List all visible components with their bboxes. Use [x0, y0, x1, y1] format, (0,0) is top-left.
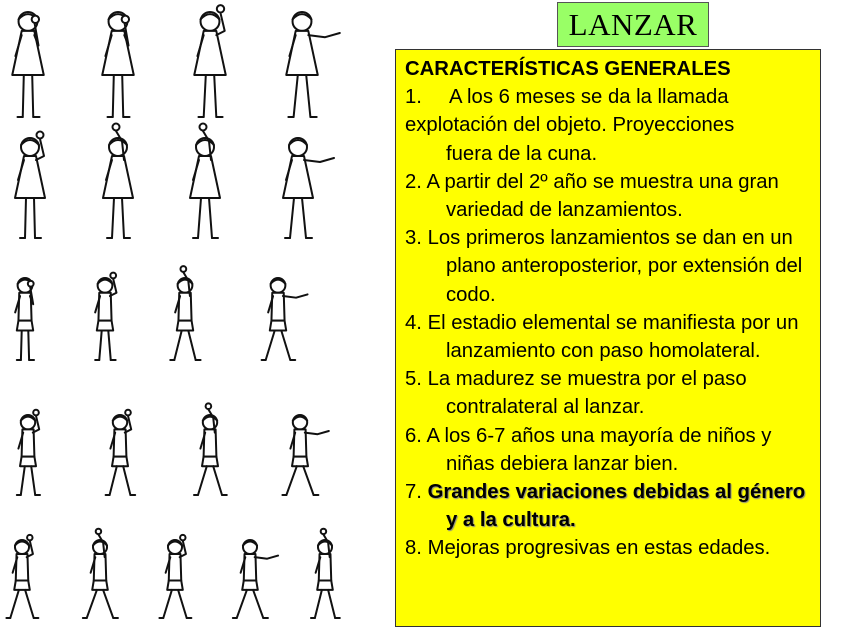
item-1-line-1: A los 6 meses se da la llamada [449, 86, 729, 109]
child-figure [311, 529, 340, 618]
item-number: 4. [405, 311, 422, 334]
figures-svg [0, 0, 380, 636]
item-number: 1. [405, 86, 422, 109]
child-figure [95, 273, 116, 360]
item-1-line-2: explotación del objeto. Proyecciones [405, 114, 735, 137]
list-item-4 [405, 309, 812, 365]
item-number: 3. [405, 227, 422, 250]
item-text: Grandes variaciones debidas al género y a la cultura. [427, 481, 806, 532]
item-number: 8. [405, 537, 422, 560]
list-item-7 [405, 478, 812, 534]
child-figure [282, 415, 328, 495]
item-number: 2. [405, 170, 422, 193]
slide-title: LANZAR [557, 2, 709, 47]
child-figure [83, 529, 118, 618]
item-text: A partir del 2º año se muestra una gran variedad de lanzamientos. [426, 170, 779, 222]
child-figure [233, 540, 278, 618]
item-number: 7. [405, 481, 422, 504]
child-figure [17, 410, 40, 495]
item-1-line-3: fuera de la cuna. [446, 142, 598, 165]
child-figure [12, 12, 44, 117]
item-number: 6. [405, 424, 422, 447]
list-item-6 [405, 422, 812, 478]
item-text: A los 6-7 años una mayoría de niños y niñas debiera lanzar bien. [426, 424, 772, 475]
list-item-3 [405, 224, 812, 309]
child-figure [102, 12, 134, 117]
item-text: Los primeros lanzamientos se dan en un plano anteroposterior, por extensión del codo. [427, 227, 803, 306]
child-figure [106, 410, 136, 495]
child-figure [194, 5, 226, 117]
panel-heading: CARACTERÍSTICAS GENERALES [405, 58, 731, 80]
child-figure [170, 266, 200, 360]
child-figure [103, 124, 133, 239]
characteristics-panel [395, 49, 821, 627]
child-figure [15, 132, 45, 239]
child-figure [190, 124, 220, 239]
child-figure [194, 403, 227, 495]
child-figure [283, 138, 334, 238]
child-figure [262, 278, 308, 360]
item-text: Mejoras progresivas en estas edades. [427, 537, 771, 560]
child-figure [6, 535, 38, 618]
item-number: 5. [405, 368, 422, 391]
item-text: La madurez se muestra por el paso contralateral al lanzar. [427, 368, 747, 419]
list-item-2 [405, 168, 812, 224]
child-figure [159, 535, 191, 618]
list-item-8 [405, 534, 812, 562]
child-figure [15, 278, 34, 360]
list-item-5 [405, 365, 812, 421]
item-text: El estadio elemental se manifiesta por un lanzamiento con paso homolateral. [427, 311, 799, 363]
list-item-1 [405, 83, 812, 168]
throwing-sequence-illustration [0, 0, 380, 636]
child-figure [286, 12, 340, 117]
